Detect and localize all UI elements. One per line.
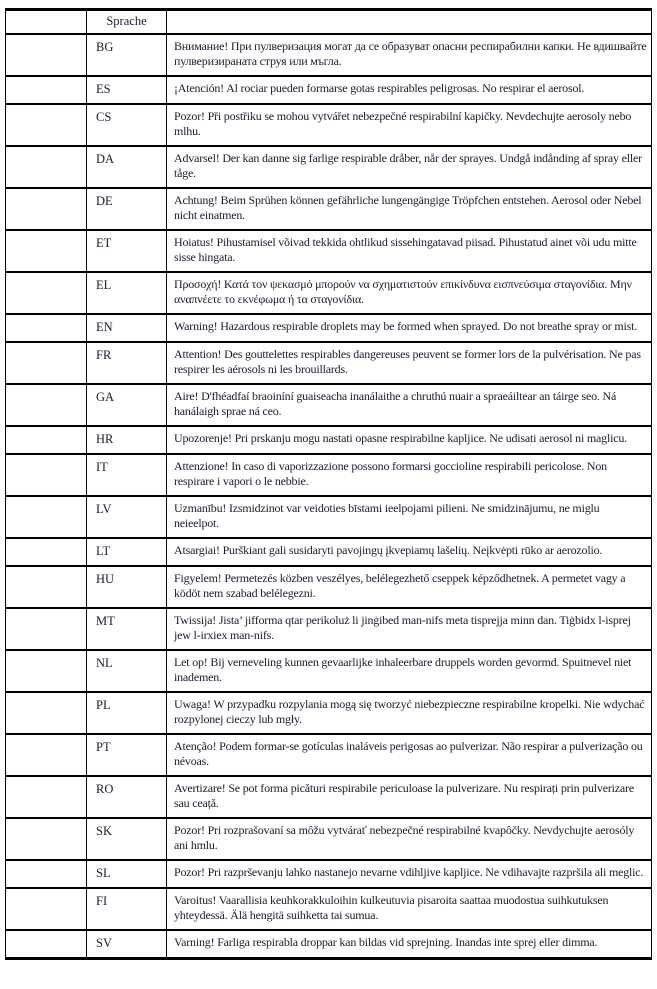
row-spacer-cell bbox=[6, 650, 87, 692]
table-header-row bbox=[6, 10, 652, 35]
table-row bbox=[6, 734, 652, 776]
table-row bbox=[6, 860, 652, 888]
row-spacer-cell bbox=[6, 342, 87, 384]
table-row bbox=[6, 426, 652, 454]
sprache-column-header: Sprache bbox=[87, 10, 167, 35]
row-spacer-cell bbox=[6, 818, 87, 860]
warning-text-cell: Let op! Bij verneveling kunnen gevaarlijke inhaleerbare druppels worden gevormd. Spuitnevel niet inademen. bbox=[167, 650, 652, 692]
language-code-cell: SK bbox=[87, 818, 167, 860]
table-row bbox=[6, 342, 652, 384]
language-code-cell: HR bbox=[87, 426, 167, 454]
warning-text-cell: Pozor! Pri rozprašovaní sa môžu vytvárať nebezpečné respirabilné kvapôčky. Nevdychujte aerosóly ani hmlu. bbox=[167, 818, 652, 860]
warning-text-cell: Uwaga! W przypadku rozpylania mogą się tworzyć niebezpieczne respirabilne kropelki. Nie wdychać rozpylonej cieczy lub mgły. bbox=[167, 692, 652, 734]
row-spacer-cell bbox=[6, 426, 87, 454]
row-spacer-cell bbox=[6, 384, 87, 426]
warning-text-cell: Aire! D'fhéadfaí braoiníní guaiseacha inanálaithe a chruthú nuair a spraeáiltear an táirge seo. Ná hanálaigh sprae ná ceo. bbox=[167, 384, 652, 426]
table-body bbox=[6, 34, 652, 959]
row-spacer-cell bbox=[6, 888, 87, 930]
warning-text-cell: Varning! Farliga respirabla droppar kan bildas vid sprejning. Inandas inte sprej eller dimma. bbox=[167, 930, 652, 959]
language-code-cell: FR bbox=[87, 342, 167, 384]
row-spacer-cell bbox=[6, 538, 87, 566]
language-code-cell: NL bbox=[87, 650, 167, 692]
language-warnings-table bbox=[5, 8, 652, 960]
warning-text-cell: Atenção! Podem formar-se gotículas inaláveis perigosas ao pulverizar. Não respirar a pulverização ou névoas. bbox=[167, 734, 652, 776]
warning-text-cell: Uzmanību! Izsmidzinot var veidoties bīstami ieelpojami pilieni. Ne smidzinājumu, ne miglu neieelpot. bbox=[167, 496, 652, 538]
language-code-cell: RO bbox=[87, 776, 167, 818]
language-code-cell: EL bbox=[87, 272, 167, 314]
table-row bbox=[6, 384, 652, 426]
warning-text-cell: Figyelem! Permetezés közben veszélyes, belélegezhető cseppek képződhetnek. A permetet vagy a ködöt nem szabad belélegezni. bbox=[167, 566, 652, 608]
language-code-cell: EN bbox=[87, 314, 167, 342]
warning-text-cell: Προσοχή! Κατά τον ψεκασμό μπορούν να σχηματιστούν επικίνδυνα εισπνεύσιμα σταγονίδια. Μην αναπνέετε το εκνέφωμα ή τα σταγονίδια. bbox=[167, 272, 652, 314]
warning-text-cell: Twissija! Jista’ jifforma qtar perikoluż li jinġibed man-nifs meta tisprejja minn dan. Tiġbidx l-isprej jew l-irxiex man-nifs. bbox=[167, 608, 652, 650]
table-row bbox=[6, 188, 652, 230]
warning-text-cell: Внимание! При пулверизация могат да се образуват опасни респирабилни капки. Не вдишвайте пулверизираната струя или мъгла. bbox=[167, 34, 652, 76]
row-spacer-cell bbox=[6, 314, 87, 342]
warning-text-cell: Pozor! Pri razprševanju lahko nastanejo nevarne vdihljive kapljice. Ne vdihavajte razpršila ali meglic. bbox=[167, 860, 652, 888]
table-row bbox=[6, 454, 652, 496]
language-code-cell: DA bbox=[87, 146, 167, 188]
table-row bbox=[6, 146, 652, 188]
warning-text-cell: Warning! Hazardous respirable droplets may be formed when sprayed. Do not breathe spray or mist. bbox=[167, 314, 652, 342]
table-row bbox=[6, 230, 652, 272]
table-row bbox=[6, 314, 652, 342]
language-code-cell: SV bbox=[87, 930, 167, 959]
table-row bbox=[6, 650, 652, 692]
row-spacer-cell bbox=[6, 230, 87, 272]
warning-text-cell: ¡Atención! Al rociar pueden formarse gotas respirables peligrosas. No respirar el aerosol. bbox=[167, 76, 652, 104]
language-code-cell: PL bbox=[87, 692, 167, 734]
table-row bbox=[6, 888, 652, 930]
table-row bbox=[6, 538, 652, 566]
row-spacer-cell bbox=[6, 776, 87, 818]
table-row bbox=[6, 608, 652, 650]
language-code-cell: IT bbox=[87, 454, 167, 496]
row-spacer-cell bbox=[6, 930, 87, 959]
table-row bbox=[6, 104, 652, 146]
row-spacer-cell bbox=[6, 734, 87, 776]
table-row bbox=[6, 930, 652, 959]
warning-text-cell: Pozor! Při postřiku se mohou vytvářet nebezpečné respirabilní kapičky. Nevdechujte aerosoly nebo mlhu. bbox=[167, 104, 652, 146]
warning-text-cell: Avertizare! Se pot forma picături respirabile periculoase la pulverizare. Nu respirați prin pulverizare sau ceață. bbox=[167, 776, 652, 818]
table-row bbox=[6, 76, 652, 104]
table-row bbox=[6, 272, 652, 314]
header-spacer-cell bbox=[6, 10, 87, 35]
language-code-cell: GA bbox=[87, 384, 167, 426]
warning-text-cell: Atsargiai! Purškiant gali susidaryti pavojingų įkvepiamų lašelių. Neįkvėpti rūko ar aerozolio. bbox=[167, 538, 652, 566]
language-code-cell: HU bbox=[87, 566, 167, 608]
language-code-cell: LT bbox=[87, 538, 167, 566]
warning-text-cell: Advarsel! Der kan danne sig farlige respirable dråber, når der sprayes. Undgå indånding af spray eller tåge. bbox=[167, 146, 652, 188]
language-code-cell: LV bbox=[87, 496, 167, 538]
table-row bbox=[6, 776, 652, 818]
row-spacer-cell bbox=[6, 76, 87, 104]
language-code-cell: CS bbox=[87, 104, 167, 146]
warning-text-cell: Hoiatus! Pihustamisel võivad tekkida ohtlikud sissehingatavad piisad. Pihustatud ainet või udu mitte sisse hingata. bbox=[167, 230, 652, 272]
row-spacer-cell bbox=[6, 146, 87, 188]
row-spacer-cell bbox=[6, 692, 87, 734]
row-spacer-cell bbox=[6, 608, 87, 650]
table-row bbox=[6, 818, 652, 860]
language-code-cell: DE bbox=[87, 188, 167, 230]
language-code-cell: MT bbox=[87, 608, 167, 650]
row-spacer-cell bbox=[6, 496, 87, 538]
row-spacer-cell bbox=[6, 860, 87, 888]
row-spacer-cell bbox=[6, 566, 87, 608]
language-code-cell: SL bbox=[87, 860, 167, 888]
header-empty-cell bbox=[167, 10, 652, 35]
table-row bbox=[6, 496, 652, 538]
row-spacer-cell bbox=[6, 104, 87, 146]
row-spacer-cell bbox=[6, 188, 87, 230]
warning-text-cell: Achtung! Beim Sprühen können gefährliche lungengängige Tröpfchen entstehen. Aerosol oder Nebel nicht einatmen. bbox=[167, 188, 652, 230]
warning-text-cell: Varoitus! Vaarallisia keuhkorakkuloihin kulkeutuvia pisaroita saattaa muodostua suihkutuksen yhteydessä. Älä hengitä suihketta tai sumua. bbox=[167, 888, 652, 930]
warning-text-cell: Attention! Des gouttelettes respirables dangereuses peuvent se former lors de la pulvérisation. Ne pas respirer les aérosols ni les brouillards. bbox=[167, 342, 652, 384]
language-code-cell: BG bbox=[87, 34, 167, 76]
table-row bbox=[6, 34, 652, 76]
language-code-cell: ES bbox=[87, 76, 167, 104]
table-row bbox=[6, 566, 652, 608]
warning-text-cell: Attenzione! In caso di vaporizzazione possono formarsi goccioline respirabili pericolose. Non respirare i vapori o le nebbie. bbox=[167, 454, 652, 496]
row-spacer-cell bbox=[6, 454, 87, 496]
language-code-cell: PT bbox=[87, 734, 167, 776]
language-code-cell: FI bbox=[87, 888, 167, 930]
row-spacer-cell bbox=[6, 34, 87, 76]
warning-text-cell: Upozorenje! Pri prskanju mogu nastati opasne respirabilne kapljice. Ne udisati aerosol ni maglicu. bbox=[167, 426, 652, 454]
row-spacer-cell bbox=[6, 272, 87, 314]
table-row bbox=[6, 692, 652, 734]
language-code-cell: ET bbox=[87, 230, 167, 272]
